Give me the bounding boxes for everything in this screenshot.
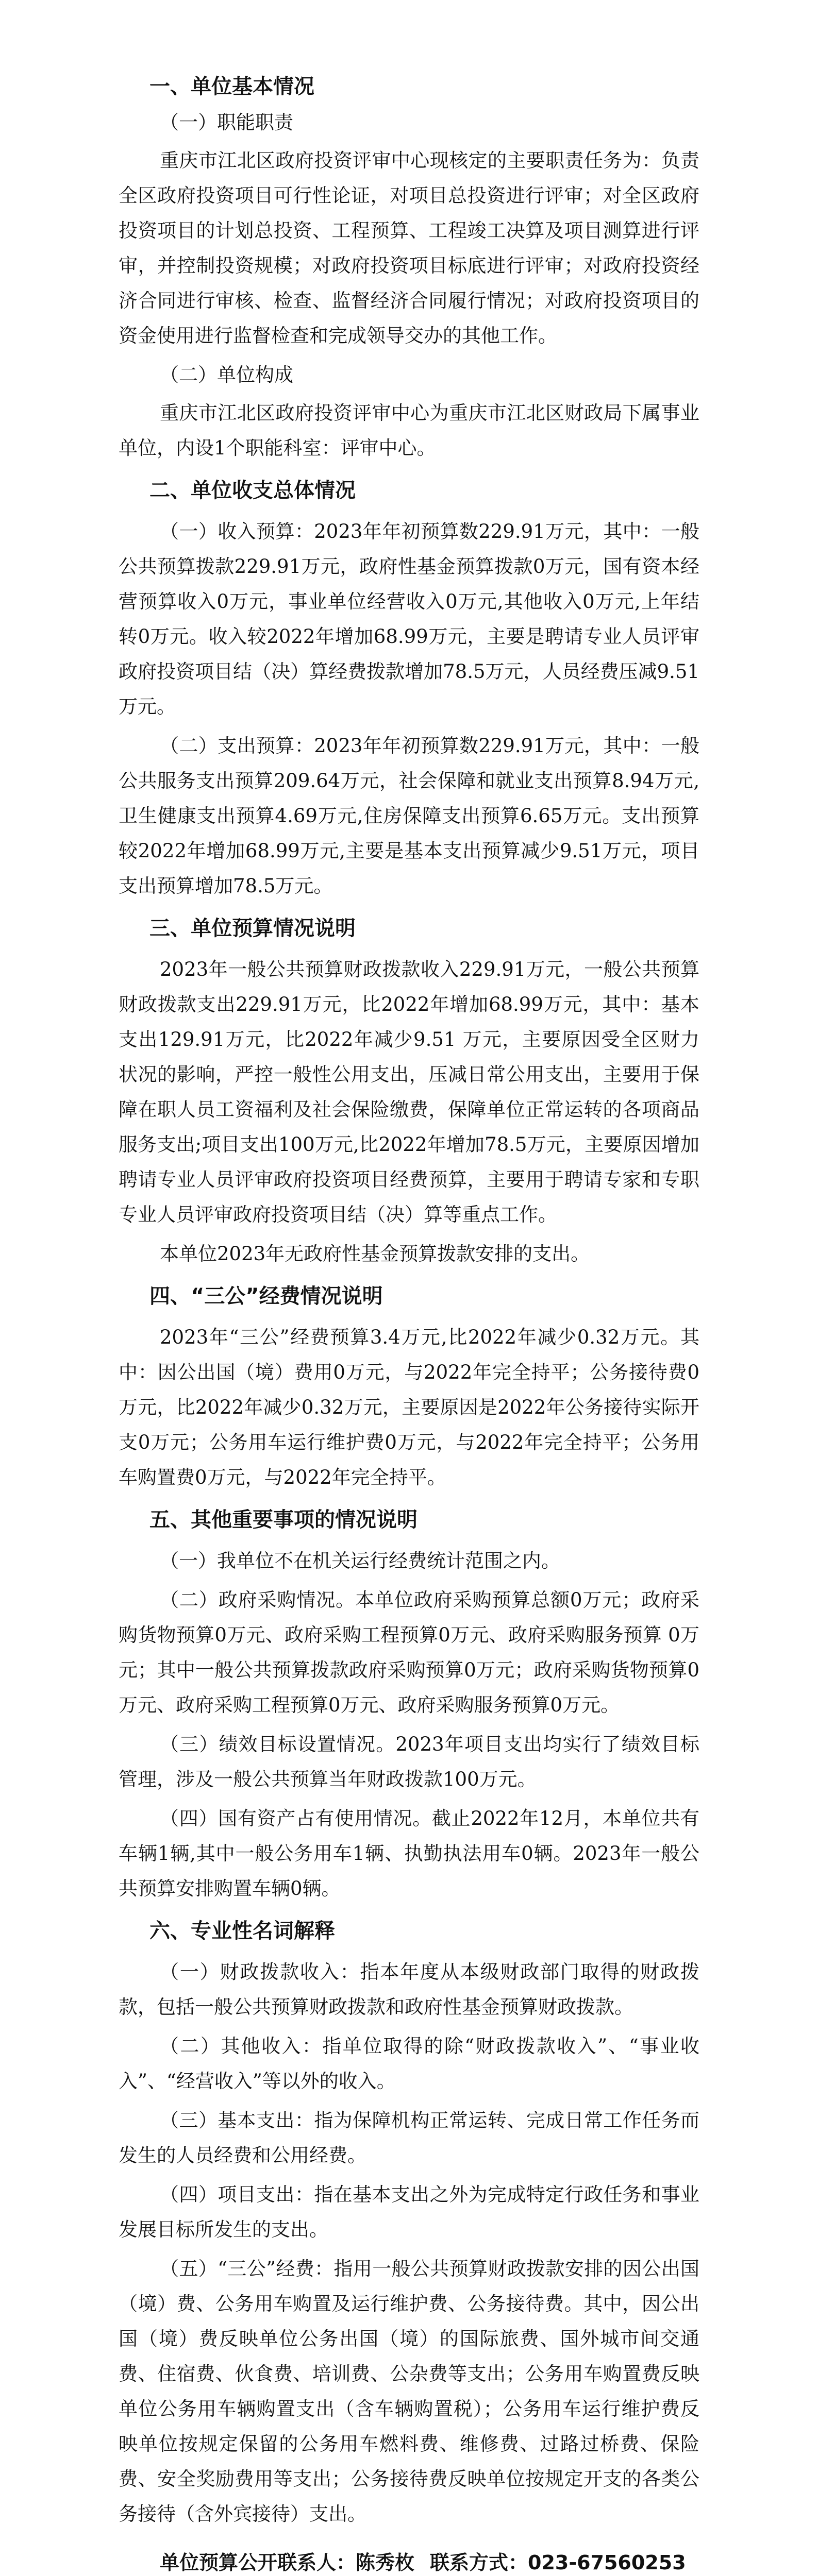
paragraph-performance (119, 1727, 699, 1797)
paragraph-duties: 重庆市江北区政府投资评审中心现核定的主要职责任务为：负责全区政府投资项目可行性论证，对项目总投资进行评审；对全区政府投资项目的计划总投资、工程预算、工程竣工决算及项目测算进行评审，并控制投资规模；对政府投资项目标底进行评审；对政府投资经济合同进行审核、检查、监督经济合同履行情况；对政府投资项目的资金使用进行监督检查和完成领导交办的其他工作。 (119, 149, 699, 347)
glossary-definition: 指在基本支出之外为完成特定行政任务和事业发展目标所发生的支出。 (119, 2183, 700, 2241)
paragraph-procurement (119, 1583, 699, 1723)
glossary-term: （五）“三公”经费： (160, 2258, 334, 2280)
contact-person: 单位预算公开联系人：陈秀枚 (160, 2551, 415, 2574)
paragraph-three-public: 2023年“三公”经费预算3.4万元,比2022年减少0.32万元。其中：因公出国（境）费用0万元，与2022年完全持平；公务接待费0万元，比2022年减少0.32万元，主要原因是2022年公务接待实际开支0万元；公务用车运行维护费0万元，与2022年完全持平；公务用车购置费0万元，与2022年完全持平。 (119, 1326, 699, 1488)
glossary-item-three-public (119, 2251, 699, 2532)
paragraph-income-budget (119, 514, 699, 724)
glossary-item-other-income (119, 2029, 699, 2099)
glossary-item-basic-expense (119, 2103, 699, 2173)
glossary-term: （二）其他收入： (160, 2035, 323, 2057)
glossary-definition: 指为保障机构正常运转、完成日常工作任务而发生的人员经费和公用经费。 (119, 2109, 700, 2166)
glossary-term: （三）基本支出： (160, 2109, 314, 2131)
paragraph-assets (119, 1801, 699, 1906)
glossary-item-fiscal-income (119, 1955, 699, 2025)
assets-text: 截止2022年12月，本单位共有车辆1辆,其中一般公务用车1辆、执勤执法用车0辆。2023年一般公共预算安排购置车辆0辆。 (119, 1807, 700, 1900)
glossary-item-project-expense (119, 2177, 699, 2247)
glossary-term: （一）财政拨款收入： (160, 1961, 360, 1983)
paragraph-structure: 重庆市江北区政府投资评审中心为重庆市江北区财政局下属事业单位，内设1个职能科室：评审中心。 (119, 402, 699, 459)
contact-phone: 联系方式：023-67560253 (430, 2551, 686, 2574)
glossary-definition: 指本年度从本级财政部门取得的财政拨款，包括一般公共预算财政拨款和政府性基金预算财政拨款。 (119, 1961, 700, 2018)
performance-text: 2023年项目支出均实行了绩效目标管理，涉及一般公共预算当年财政拨款100万元。 (119, 1733, 699, 1790)
section-heading-overall: 二、单位收支总体情况 (149, 479, 356, 502)
income-budget-text: 2023年年初预算数229.91万元，其中：一般公共预算拨款229.91万元，政府性基金预算拨款0万元，国有资本经营预算收入0万元，事业单位经营收入0万元,其他收入0万元,上年结转0万元。收入较2022年增加68.99万元，主要是聘请专业人员评审政府投资项目结（决）算经费拨款增加78.5万元，人员经费压减9.51万元。 (119, 520, 699, 718)
expense-budget-lead: （二）支出预算： (160, 735, 314, 757)
assets-lead: （四）国有资产占有使用情况。 (160, 1807, 432, 1829)
paragraph-fund-budget: 本单位2023年无政府性基金预算拨款安排的支出。 (160, 1243, 590, 1265)
section-heading-basic-info: 一、单位基本情况 (149, 75, 314, 98)
procurement-lead: （二）政府采购情况。 (160, 1589, 356, 1611)
performance-lead: （三）绩效目标设置情况。 (160, 1733, 396, 1755)
glossary-term: （四）项目支出： (160, 2183, 314, 2206)
paragraph-general-budget: 2023年一般公共预算财政拨款收入229.91万元，一般公共预算财政拨款支出229.91万元，比2022年增加68.99万元，其中：基本支出129.91万元，比2022年减少9.51 万元，主要原因受全区财力状况的影响，严控一般性公用支出，压减日常公用支出，主要用于保障在职人员工资福利及社会保险缴费，保障单位正常运转的各项商品服务支出;项目支出100万元,比2022年增加78.5万元，主要原因增加聘请专业人员评审政府投资项目经费预算，主要用于聘请专家和专职专业人员评审政府投资项目结（决）算等重点工作。 (119, 958, 699, 1226)
paragraph-operating-fund: （一）我单位不在机关运行经费统计范围之内。 (160, 1550, 560, 1572)
income-budget-lead: （一）收入预算： (160, 520, 314, 543)
procurement-text: 本单位政府采购预算总额0万元；政府采购货物预算0万元、政府采购工程预算0万元、政府采购服务预算 0万元；其中一般公共预算拨款政府采购预算0万元；政府采购货物预算0万元、政府采购工程预算0万元、政府采购服务预算0万元。 (119, 1589, 699, 1716)
expense-budget-text: 2023年年初预算数229.91万元，其中：一般公共服务支出预算209.64万元，社会保障和就业支出预算8.94万元,卫生健康支出预算4.69万元,住房保障支出预算6.65万元。支出预算较2022年增加68.99万元,主要是基本支出预算减少9.51万元，项目支出预算增加78.5万元。 (119, 735, 699, 897)
section-heading-other-matters: 五、其他重要事项的情况说明 (149, 1508, 418, 1532)
subheading-structure: （二）单位构成 (160, 364, 293, 386)
subheading-duties: （一）职能职责 (160, 111, 293, 133)
paragraph-expense-budget (119, 728, 699, 904)
glossary-definition: 指用一般公共预算财政拨款安排的因公出国（境）费、公务用车购置及运行维护费、公务接待费。其中，因公出国（境）费反映单位公务出国（境）的国际旅费、国外城市间交通费、住宿费、伙食费、培训费、公杂费等支出；公务用车购置费反映单位公务用车辆购置支出（含车辆购置税）；公务用车运行维护费反映单位按规定保留的公务用车燃料费、维修费、过路过桥费、保险费、安全奖励费用等支出；公务接待费反映单位按规定开支的各类公务接待（含外宾接待）支出。 (119, 2258, 699, 2525)
section-heading-budget-explanation: 三、单位预算情况说明 (149, 917, 356, 940)
contact-line (160, 2547, 699, 2576)
glossary-definition: 指单位取得的除“财政拨款收入”、“事业收入”、“经营收入”等以外的收入。 (119, 2035, 700, 2092)
section-heading-glossary: 六、专业性名词解释 (149, 1919, 335, 1943)
section-heading-three-public: 四、“三公”经费情况说明 (149, 1284, 383, 1308)
